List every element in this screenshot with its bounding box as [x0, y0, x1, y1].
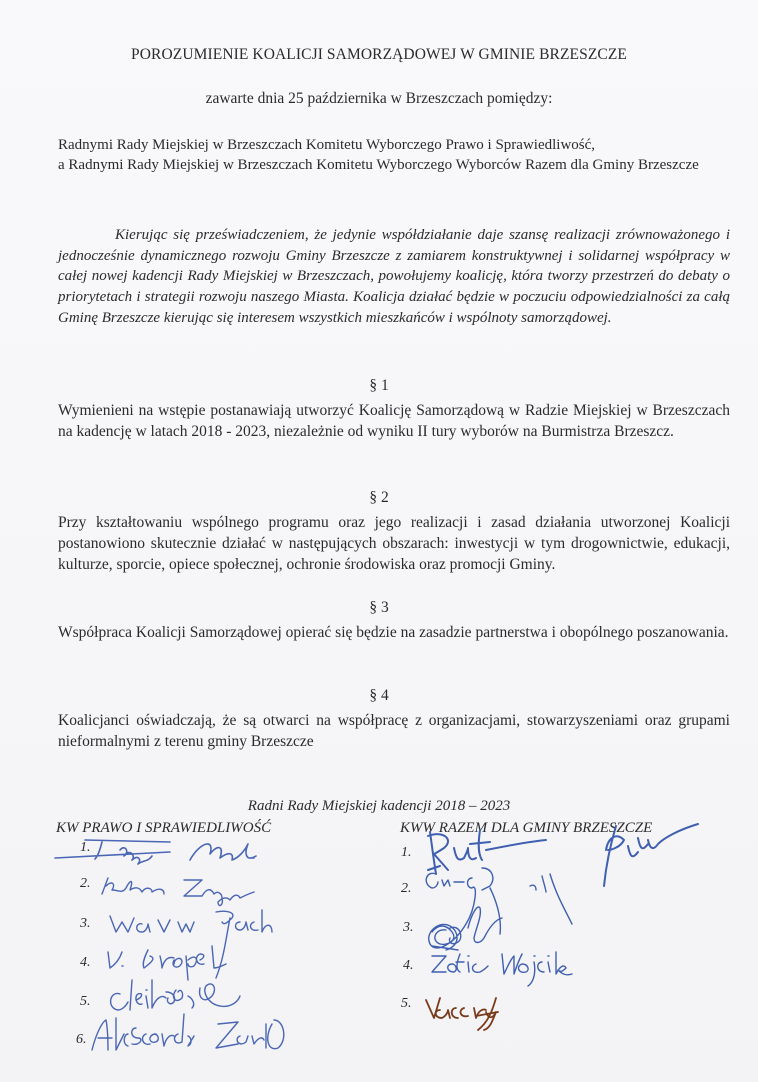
- signature-right-4: [430, 950, 590, 990]
- paragraph-1-text: [58, 400, 730, 442]
- document-subtitle: zawarte dnia 25 października w Brzeszczach pomiędzy:: [205, 90, 553, 107]
- preamble: [58, 225, 730, 329]
- signature-left-5: [106, 978, 276, 1018]
- right-sig-number: 1.: [401, 845, 412, 860]
- paragraph-2-number: § 2: [369, 489, 389, 506]
- paragraph-3-body: Współpraca Koalicji Samorządowej opierać się będzie na zasadzie partnerstwa i obopólnego poszanowania.: [58, 624, 729, 641]
- signature-left-4: [104, 944, 244, 980]
- right-sig-number: 2.: [401, 881, 412, 896]
- paragraph-2-text: [58, 512, 730, 575]
- parties-block: [58, 135, 730, 175]
- paragraph-4-text: [58, 710, 730, 752]
- paragraph-1-body: Wymienieni na wstępie postanawiają utworzyć Koalicję Samorządową w Radzie Miejskiej w Brzeszczach na kadencję w latach 2018 - 2023, niezależnie od wyniku II tury wyborów na Burmistrza Brzeszcz.: [58, 402, 730, 440]
- preamble-text: Kierując się przeświadczeniem, że jedynie współdziałanie daje szansę realizacji zrównoważonego i jednocześnie dynamicznego rozwoju Gminy Brzeszcze z zamiarem konstruktywnej i solidarnej współpracy w całej nowej kadencji Rady Miejskiej w Brzeszczach, powołujemy koalicję, która tworzy przestrzeń do debaty o priorytetach i strategii rozwoju naszego Miasta. Koalicja działać będzie w poczuciu odpowiedzialności za całą Gminę Brzeszcze kierując się interesem wszystkich mieszkańców i wspólnoty samorządowej.: [58, 227, 730, 326]
- paragraph-3-number: § 3: [369, 599, 389, 616]
- paragraph-3-text: [58, 622, 730, 643]
- signature-left-2: [98, 872, 298, 902]
- left-sig-number: 1.: [80, 840, 91, 855]
- left-sig-number: 4.: [80, 955, 91, 970]
- right-sig-number: 5.: [401, 996, 412, 1011]
- paragraph-4-number: § 4: [369, 687, 389, 704]
- party-1: Radnymi Rady Miejskiej w Brzeszczach Komitetu Wyborczego Prawo i Sprawiedliwość,: [58, 137, 596, 153]
- right-sig-number: 3.: [403, 920, 414, 935]
- left-sig-number: 2.: [80, 876, 91, 891]
- party-2: a Radnymi Rady Miejskiej w Brzeszczach Komitetu Wyborczego Wyborców Razem dla Gminy Brzeszcze: [58, 157, 699, 173]
- left-sig-number: 5.: [80, 994, 91, 1009]
- paragraph-2-body: Przy kształtowaniu wspólnego programu oraz jego realizacji i zasad działania utworzonej Koalicji postanowiono skutecznie działać w następujących obszarach: inwestycji w tym drogownictwie, edukacji, kulturze, sporcie, opiece społecznej, ochronie środowiska oraz promocji Gminy.: [58, 514, 730, 573]
- signature-left-6: [88, 1014, 308, 1058]
- left-sig-number: 6.: [76, 1032, 87, 1047]
- signature-right-3: [428, 898, 568, 958]
- signatures-heading: Radni Rady Miejskiej kadencji 2018 – 2023: [247, 798, 511, 814]
- left-sig-number: 3.: [80, 916, 91, 931]
- paragraph-4-body: Koalicjanci oświadczają, że są otwarci na współpracę z organizacjami, stowarzyszeniami oraz grupami nieformalnymi z terenu gminy Brzeszcze: [58, 712, 730, 750]
- signature-left-1: [50, 832, 290, 872]
- right-sig-number: 4.: [403, 958, 414, 973]
- document-title: POROZUMIENIE KOALICJI SAMORZĄDOWEJ W GMINIE BRZESZCZE: [131, 46, 627, 63]
- paragraph-1-number: § 1: [369, 377, 389, 394]
- left-column-title: KW PRAWO I SPRAWIEDLIWOŚĆ: [56, 820, 272, 836]
- signature-right-5: [424, 994, 504, 1030]
- right-column-title: KWW RAZEM DLA GMINY BRZESZCZE: [400, 820, 653, 836]
